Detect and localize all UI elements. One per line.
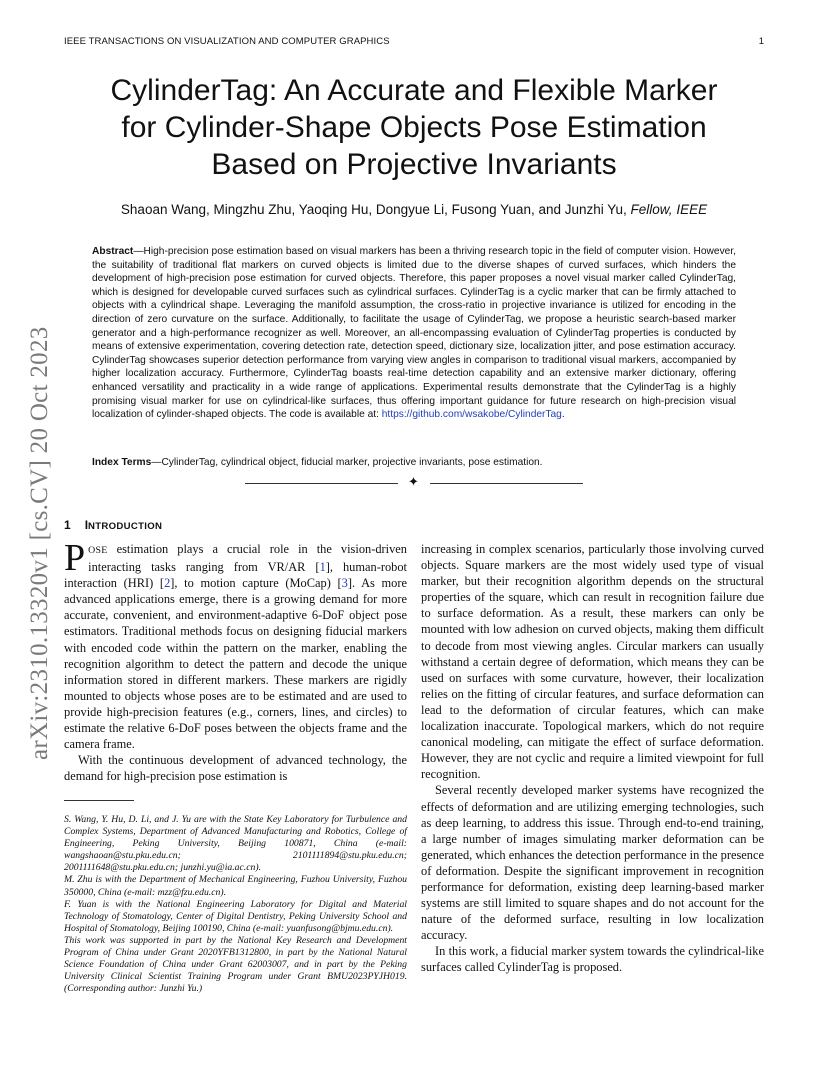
footnote: F. Yuan is with the National Engineering Laboratory for Digital and Material Technology of Stomatology, Center of Digital Dentistry, Peking University School and Hospital of Stomatology, Beijing 100190, China (e-mail: yuanfusong@bjmu.edu.cn).	[64, 898, 407, 934]
separator-rule-left	[245, 483, 398, 484]
abstract-text: —High-precision pose estimation based on visual markers has been a thriving research topic in the field of computer vision. However, the suitability of traditional flat markers on curved objects is limited due to the diverse shapes of curved surfaces, which hinders the development of high-precision pose estimation for curved objects. Therefore, this paper proposes a novel visual marker called CylinderTag, which is designed for developable curved surfaces such as cylindrical surfaces. CylinderTag is a cyclic marker that can be firmly attached to objects with a cylindrical shape. Leveraging the manifold assumption, the cross-ratio in projective invariance is utilized for encoding in the direction of zero curvature on the surface. Additionally, to facilitate the usage of CylinderTag, we propose a heuristic search-based marker generator and a high-performance recognizer as well. Moreover, an all-encompassing evaluation of CylinderTag properties is conducted by means of extensive experimentation, covering detection rate, detection speed, dictionary size, localization jitter, and pose estimation accuracy. CylinderTag showcases superior detection performance from varying view angles in comparison to traditional visual markers, accompanied by higher localization accuracy. Furthermore, CylinderTag boasts real-time detection capability and an extensive marker dictionary, offering enhanced versatility and practicality in a wide range of applications. Experimental results demonstrate that the CylinderTag is a highly promising visual marker for use on cylindrical-like surfaces, thus offering important guidance for future research on high-precision visual localization of cylinder-shaped objects. The code is available at:	[92, 246, 736, 421]
running-header: IEEE TRANSACTIONS ON VISUALIZATION AND COMPUTER GRAPHICS	[64, 36, 390, 47]
author-names: Shaoan Wang, Mingzhu Zhu, Yaoqing Hu, Dongyue Li, Fusong Yuan, and Junzhi Yu,	[120, 202, 627, 217]
section-heading	[64, 518, 162, 532]
abstract-label: Abstract	[92, 246, 134, 257]
index-terms	[92, 456, 736, 470]
paragraph	[64, 537, 407, 752]
section-title-rest: NTRODUCTION	[88, 521, 163, 532]
citation-link[interactable]: 3	[341, 576, 348, 591]
separator-rule-right	[430, 483, 583, 484]
index-terms-label: Index Terms	[92, 457, 152, 468]
paragraph: With the continuous development of advanced technology, the demand for high-precision pose estimation is	[64, 753, 407, 784]
paragraph: Several recently developed marker systems have recognized the effects of deformation and are utilizing emerging technologies, such as deep learning, to address this issue. Through end-to-end training, a large number of images simulating marker deformation can be generated, which enhances the detection performance in the presence of deformation. Despite the significant improvement in recognition performance for deformation, existing deep learning-based marker systems are still limited to square shapes and do not account for the nature of the deformed surface, resulting in low localization accuracy.	[421, 783, 764, 943]
footnote: M. Zhu is with the Department of Mechanical Engineering, Fuzhou University, Fuzhou 350000, China (e-mail: mzz@fzu.edu.cn).	[64, 874, 407, 898]
right-column	[421, 541, 764, 976]
paper-title	[64, 72, 764, 183]
footnote: S. Wang, Y. Hu, D. Li, and J. Yu are with the State Key Laboratory for Turbulence and Complex Systems, Department of Advanced Manufacturing and Robotics, College of Engineering, Peking University, Beijing 100871, China (e-mail: wangshaoan@stu.pku.edu.cn; 2101111894@stu.pku.edu.cn; 2001111648@stu.pku.edu.cn; junzhi.yu@ia.ac.cn).	[64, 814, 407, 874]
footnotes	[64, 814, 407, 995]
paragraph: increasing in complex scenarios, particularly those involving curved objects. Square markers are the most widely used type of visual marker, but their recognition algorithm depends on the structural properties of the square, which can result in recognition failure due to surface deformation. As a result, these markers can only be mounted with low adhesion on curved objects, making them difficult to decode from most viewing angles. Circular markers can usually withstand a certain degree of deformation, which means they can be used on surfaces with some curvature, however, their localization relies on the fitting of circular features, and surface deformation can lead to the deformation of circular features, which can make localization inaccurate. Topological markers, which do not require canonical modeling, can mitigate the effect of surface deformation. However, they are not cyclic and require a limited viewpoint for full recognition.	[421, 542, 764, 782]
footnote-rule	[64, 800, 134, 801]
section-number: 1	[64, 518, 71, 532]
text-run: ], to motion capture (MoCap) [	[170, 576, 342, 591]
author-fellow-note: Fellow, IEEE	[630, 202, 708, 217]
footnote: This work was supported in part by the National Key Research and Development Program of China under Grant 2020YFB1312800, in part by the National Natural Science Foundation of China under Grant 62003007, and in part by the Peking University Clinical Scientist Training Program under Grant BMU2023PYJH019. (Corresponding author: Junzhi Yu.)	[64, 934, 407, 995]
paragraph: In this work, a fiducial marker system towards the cylindrical-like surfaces called CylinderTag is proposed.	[421, 944, 764, 975]
citation-link[interactable]: 1	[319, 560, 326, 575]
author-list	[64, 202, 764, 217]
drop-cap: P	[64, 537, 86, 579]
abstract	[92, 245, 736, 422]
left-column	[64, 537, 407, 784]
title-line-1: CylinderTag: An Accurate and Flexible Marker	[110, 74, 718, 107]
code-link[interactable]: https://github.com/wsakobe/CylinderTag	[381, 409, 562, 421]
page-number: 1	[758, 36, 764, 47]
title-line-2: for Cylinder-Shape Objects Pose Estimation	[121, 111, 707, 144]
arxiv-stamp: arXiv:2310.13320v1 [cs.CV] 20 Oct 2023	[26, 326, 53, 760]
drop-cap-rest: OSE	[88, 545, 108, 556]
text-run: estimation plays a crucial role in the vision-driven interacting tasks ranging from VR/AR [	[88, 542, 407, 575]
section-title-initial: I	[84, 518, 89, 532]
separator-diamond-icon: ✦	[408, 475, 419, 490]
citation-link[interactable]: 2	[164, 576, 171, 591]
text-run: ]. As more advanced applications emerge, there is a growing demand for more accurate, convenient, and environment-adaptive 6-DoF object pose estimators. Traditional methods focus on designing fiducial markers with encoded code within the pattern on the marker, enabling the recognition algorithm to detect the pattern and decode the unique information stored in different markers. These markers are rigidly mounted to objects whose poses are to be estimated and are used to provide high-precision features (e.g., corners, lines, and circles) to estimate the relative 6-DoF poses between the objects frame and the camera frame.	[64, 576, 407, 752]
index-terms-text: —CylinderTag, cylindrical object, fiducial marker, projective invariants, pose estimation.	[151, 457, 543, 468]
abstract-end: .	[561, 409, 565, 421]
title-line-3: Based on Projective Invariants	[211, 148, 617, 181]
text-run: ], human-robot interaction (HRI) [	[64, 560, 407, 591]
